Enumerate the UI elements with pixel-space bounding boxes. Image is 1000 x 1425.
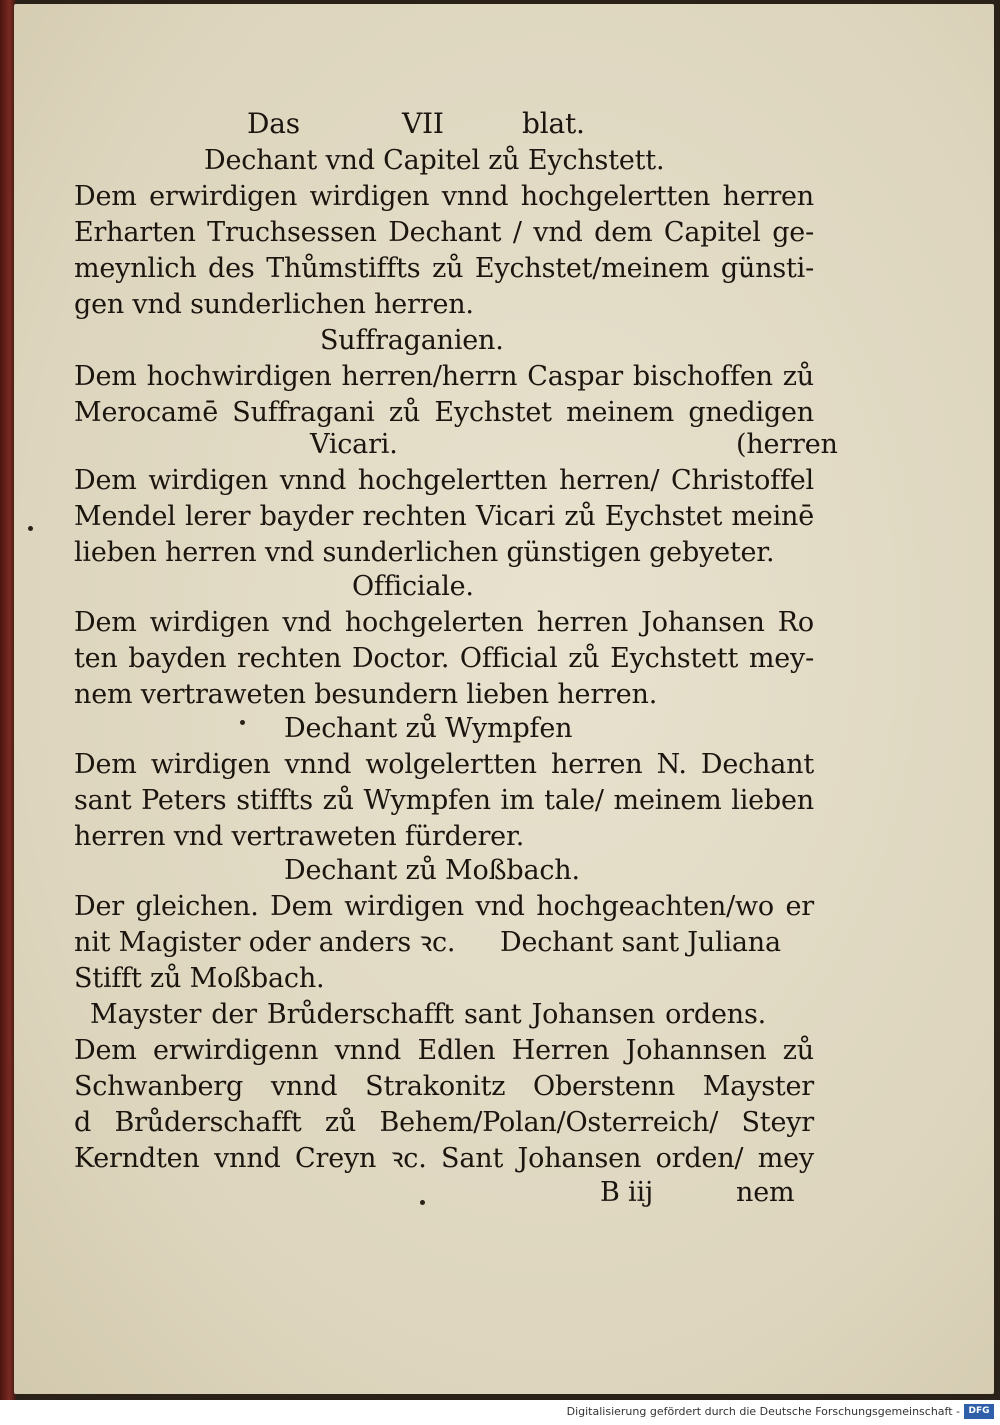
text-line: sant Peters stiffts zů Wympfen im tale/ meinem lieben [74,785,814,816]
text-line: nit Magister oder anders ꝛc. [74,927,456,958]
text-line: Der gleichen. Dem wirdigen vnd hochgeachten/wo er [74,891,814,922]
text-line: Erharten Truchsessen Dechant / vnd dem Capitel ge- [74,217,814,248]
text-line-right: Dechant sant Juliana [500,927,781,958]
dfg-logo: DFG [964,1404,994,1419]
text-line: Dem erwirdigenn vnnd Edlen Herren Johannsen zů [74,1035,814,1066]
heading-vicari: Vicari. [310,429,398,460]
text-line: herren vnd vertraweten fürderer. [74,821,525,852]
footer-bar [0,1400,1000,1425]
ink-speck [240,720,245,725]
text-line: Dem hochwirdigen herren/herrn Caspar bischoffen zů [74,361,814,392]
text-line: Merocamē Suffragani zů Eychstet meinem gnedigen [74,397,814,428]
ink-speck [28,526,33,531]
text-line: ten bayden rechten Doctor. Official zů Eychstett mey- [74,643,814,674]
footer-credit: Digitalisierung gefördert durch die Deutsche Forschungsgemeinschaft - [566,1405,960,1418]
book-page [14,4,994,1394]
text-line: meynlich des Thůmstiffts zů Eychstet/meinem günsti- [74,253,814,284]
heading-mayster: Mayster der Brůderschafft sant Johansen ordens. [90,999,766,1030]
text-line: Dem erwirdigen wirdigen vnnd hochgelertten herren [74,181,814,212]
heading-dechant-eychstett: Dechant vnd Capitel zů Eychstett. [204,145,665,176]
text-line: Dem wirdigen vnnd wolgelertten herren N. Dechant [74,749,814,780]
header-folio: VII [402,107,444,140]
heading-dechant-mosbach: Dechant zů Moßbach. [284,855,580,886]
text-line: d Brůderschafft zů Behem/Polan/Osterreich/ Steyr [74,1107,814,1138]
catchword: nem [736,1177,795,1208]
header-right: blat. [522,107,585,140]
text-line: gen vnd sunderlichen herren. [74,289,474,320]
text-line: Stifft zů Moßbach. [74,963,325,994]
text-line: Dem wirdigen vnd hochgelerten herren Johansen Ro [74,607,814,638]
text-line: Mendel lerer bayder rechten Vicari zů Eychstet meinē [74,501,814,532]
heading-dechant-wympfen: Dechant zů Wympfen [284,713,573,744]
text-line: lieben herren vnd sunderlichen günstigen gebyeter. [74,537,775,568]
text-line: Schwanberg vnnd Strakonitz Oberstenn Mayster [74,1071,814,1102]
header-left: Das [247,107,300,140]
text-line: Dem wirdigen vnnd hochgelertten herren/ Christoffel [74,465,814,496]
ink-speck [420,1200,425,1205]
text-line: Kerndten vnnd Creyn ꝛc. Sant Johansen orden/ mey [74,1143,814,1174]
text-line: nem vertraweten besundern lieben herren. [74,679,658,710]
text-carryover: (herren [736,429,838,460]
signature-mark: B iij [600,1177,654,1208]
heading-suffraganien: Suffraganien. [320,325,504,356]
heading-officiale: Officiale. [352,571,474,602]
